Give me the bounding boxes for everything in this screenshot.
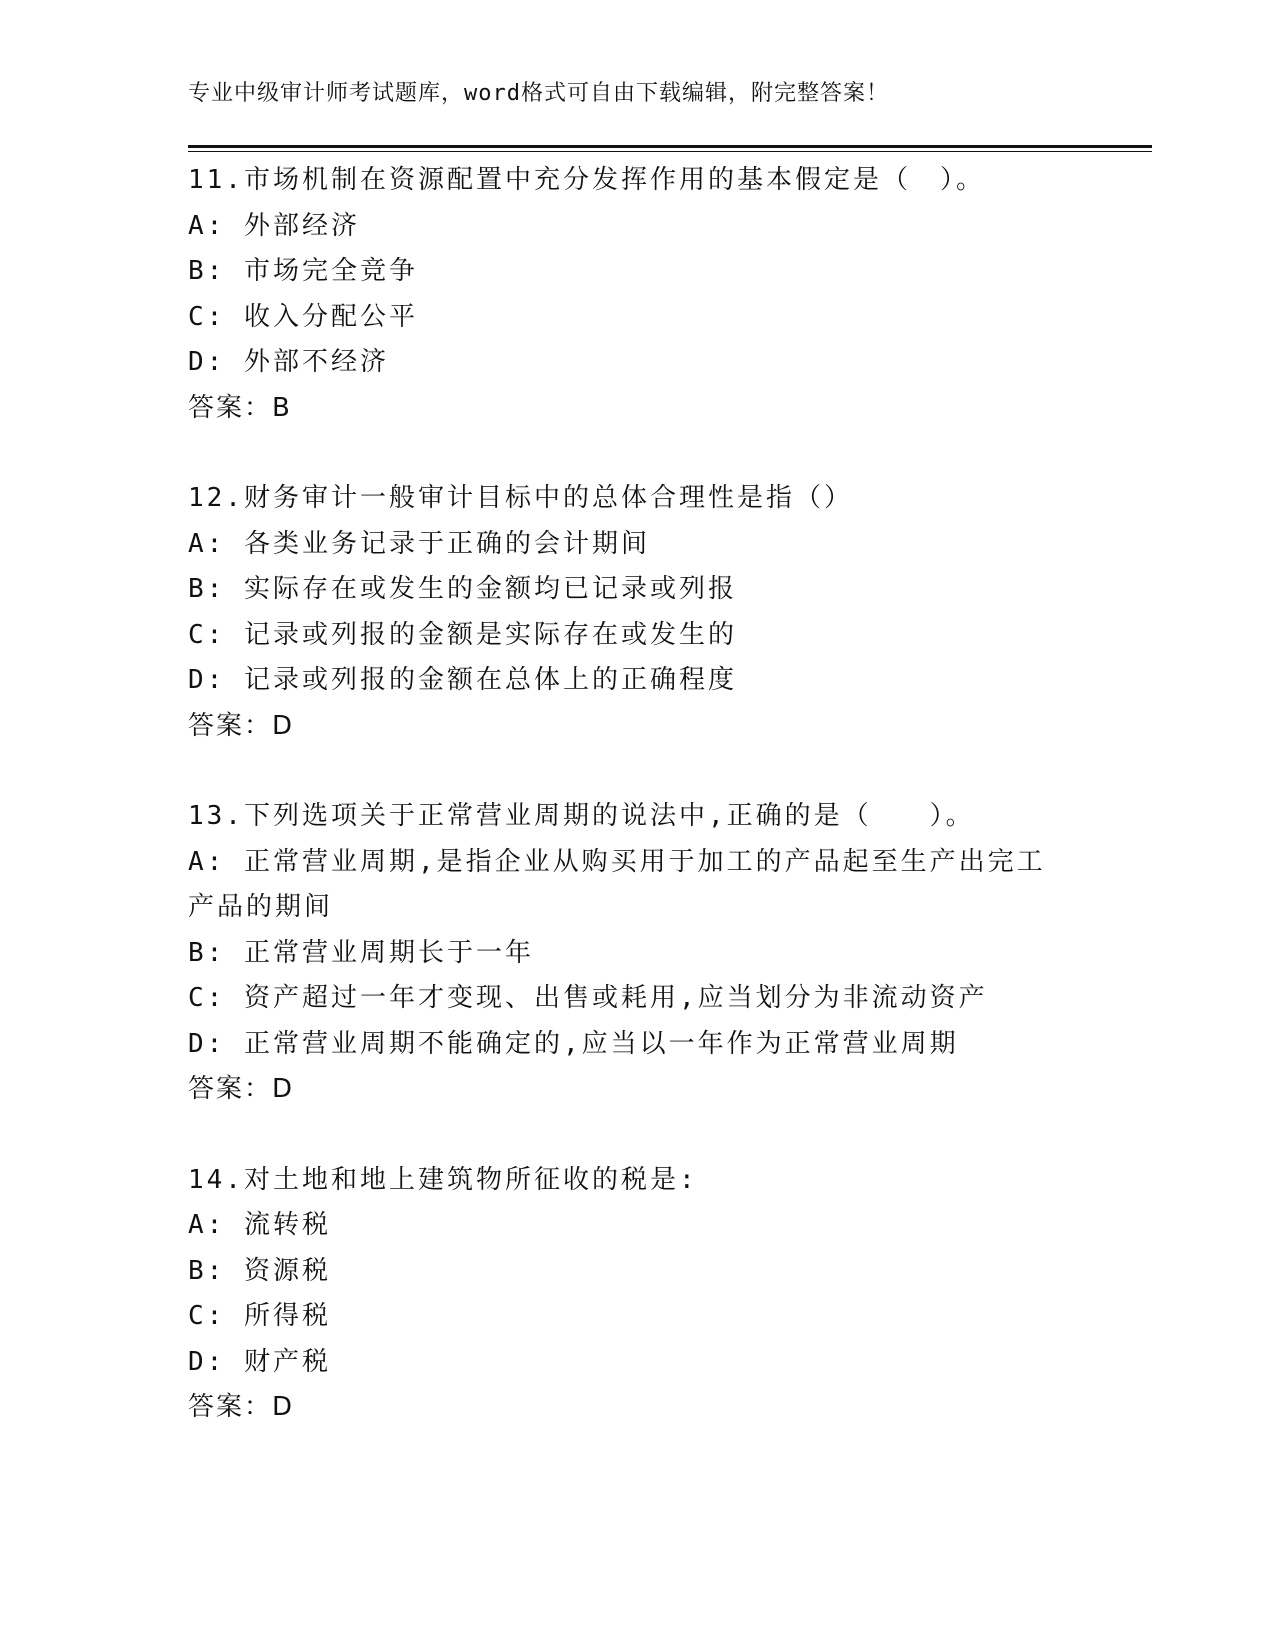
- option-a: A: 流转税: [188, 1210, 331, 1240]
- option-d: D: 外部不经济: [188, 347, 389, 377]
- option-a: A: 各类业务记录于正确的会计期间: [188, 528, 650, 559]
- question-list: [188, 158, 1088, 1476]
- question-12: [188, 476, 1088, 749]
- question-stem: 13.下列选项关于正常营业周期的说法中,正确的是（ ）。: [188, 801, 975, 831]
- option-b: B: 实际存在或发生的金额均已记录或列报: [188, 574, 737, 604]
- answer: 答案：D: [188, 1392, 295, 1422]
- question-13: [188, 794, 1088, 1113]
- option-d: D: 记录或列报的金额在总体上的正确程度: [188, 665, 737, 695]
- question-stem: 12.财务审计一般审计目标中的总体合理性是指（）: [188, 483, 853, 513]
- option-c: C: 资产超过一年才变现、出售或耗用,应当划分为非流动资产: [188, 983, 988, 1013]
- option-a: A: 正常营业周期,是指企业从购买用于加工的产品起至生产出完工产品的期间: [188, 846, 1046, 922]
- answer: 答案：D: [188, 710, 295, 741]
- option-b: B: 资源税: [188, 1255, 331, 1286]
- answer: 答案：B: [188, 392, 292, 423]
- question-stem: 14.对土地和地上建筑物所征收的税是:: [188, 1164, 698, 1195]
- header-rule-thin: [188, 151, 1152, 152]
- option-c: C: 收入分配公平: [188, 301, 418, 332]
- option-b: B: 市场完全竞争: [188, 256, 418, 286]
- question-stem: 11.市场机制在资源配置中充分发挥作用的基本假定是（ ）。: [188, 165, 985, 195]
- option-a: A: 外部经济: [188, 210, 360, 241]
- option-c: C: 所得税: [188, 1301, 331, 1331]
- option-b: B: 正常营业周期长于一年: [188, 937, 534, 968]
- answer: 答案：D: [188, 1074, 295, 1104]
- option-d: D: 正常营业周期不能确定的,应当以一年作为正常营业周期: [188, 1028, 959, 1059]
- page-header: 专业中级审计师考试题库，word格式可自由下载编辑，附完整答案！: [188, 81, 889, 106]
- question-11: [188, 158, 1088, 431]
- question-14: [188, 1158, 1088, 1431]
- option-d: D: 财产税: [188, 1346, 331, 1377]
- header-rule-thick: [188, 145, 1152, 148]
- option-c: C: 记录或列报的金额是实际存在或发生的: [188, 619, 737, 650]
